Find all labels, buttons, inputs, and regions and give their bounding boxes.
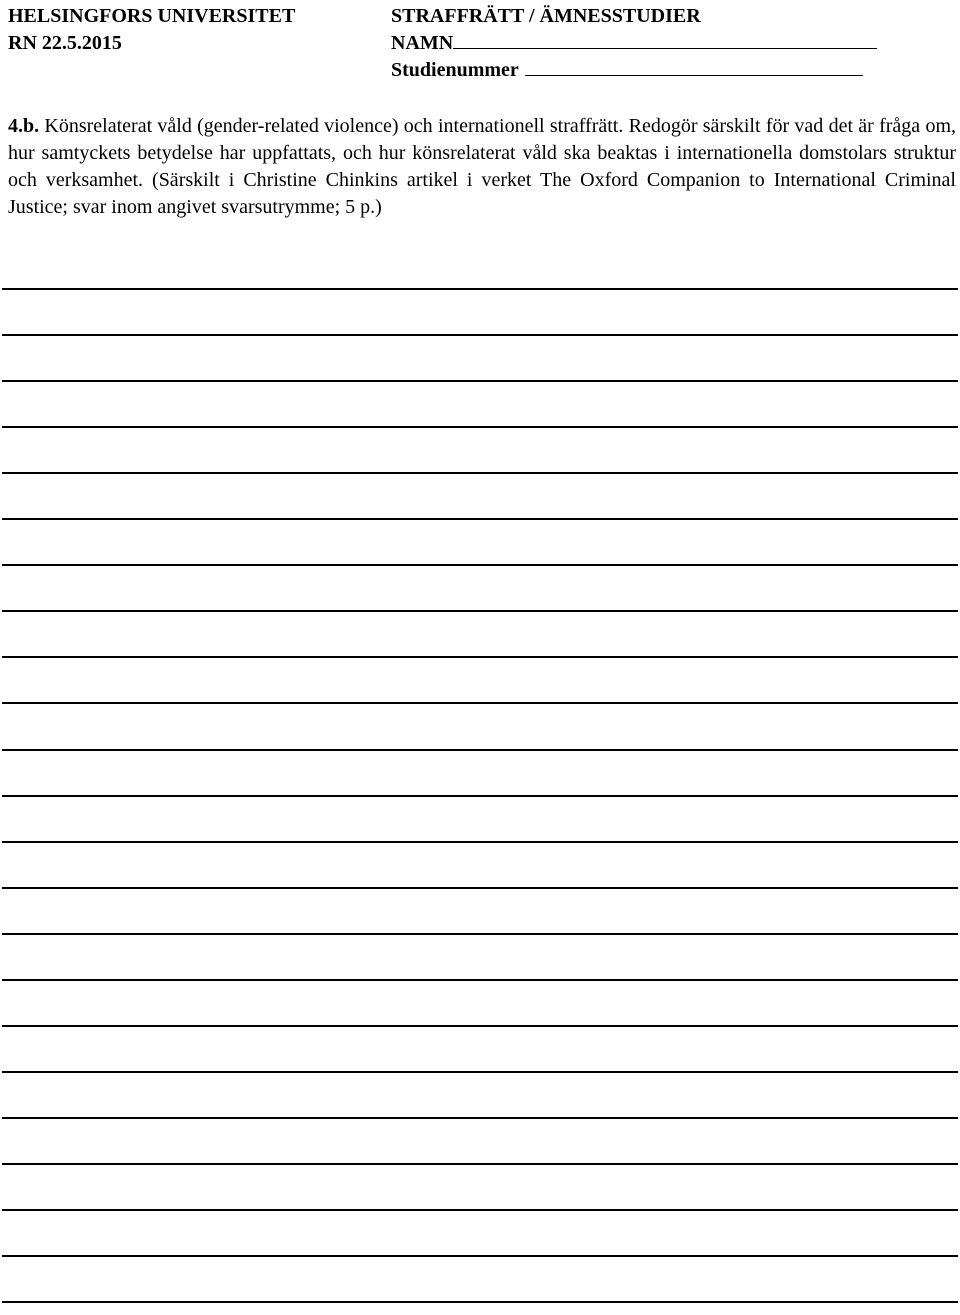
- subject-title: STRAFFRÄTT / ÄMNESSTUDIER: [391, 5, 701, 27]
- question-prompt: Könsrelaterat våld (gender-related violence) och internationell straffrätt. Redogör särskilt för vad det är fråga om, hur samtyckets betydelse har uppfattats, och hur könsrelaterat våld ska beaktas i internationella domstolars struktur och verksamhet. (Särskilt i Christine Chinkins artikel i verket The Oxford Companion to International Criminal Justice; svar inom angivet svarsutrymme; 5 p.): [8, 115, 956, 218]
- answer-line: [2, 380, 958, 382]
- answer-line: [2, 841, 958, 843]
- answer-line: [2, 1209, 958, 1211]
- answer-line: [2, 1025, 958, 1027]
- exam-date: RN 22.5.2015: [8, 32, 122, 54]
- answer-line: [2, 749, 958, 751]
- answer-line: [2, 334, 958, 336]
- answer-line: [2, 702, 958, 704]
- answer-line: [2, 1071, 958, 1073]
- answer-line: [2, 288, 958, 290]
- answer-line: [2, 1301, 958, 1303]
- answer-line: [2, 426, 958, 428]
- answer-line: [2, 610, 958, 612]
- answer-line: [2, 1163, 958, 1165]
- student-number-label: Studienummer: [391, 59, 519, 81]
- question-number: 4.b.: [8, 115, 40, 137]
- answer-line: [2, 518, 958, 520]
- answer-line: [2, 1117, 958, 1119]
- answer-line: [2, 933, 958, 935]
- answer-line: [2, 564, 958, 566]
- answer-line: [2, 472, 958, 474]
- name-label: NAMN: [391, 32, 454, 54]
- answer-line: [2, 887, 958, 889]
- university-name: HELSINGFORS UNIVERSITET: [8, 5, 296, 27]
- answer-line: [2, 795, 958, 797]
- answer-line: [2, 656, 958, 658]
- answer-line: [2, 979, 958, 981]
- answer-line: [2, 1255, 958, 1257]
